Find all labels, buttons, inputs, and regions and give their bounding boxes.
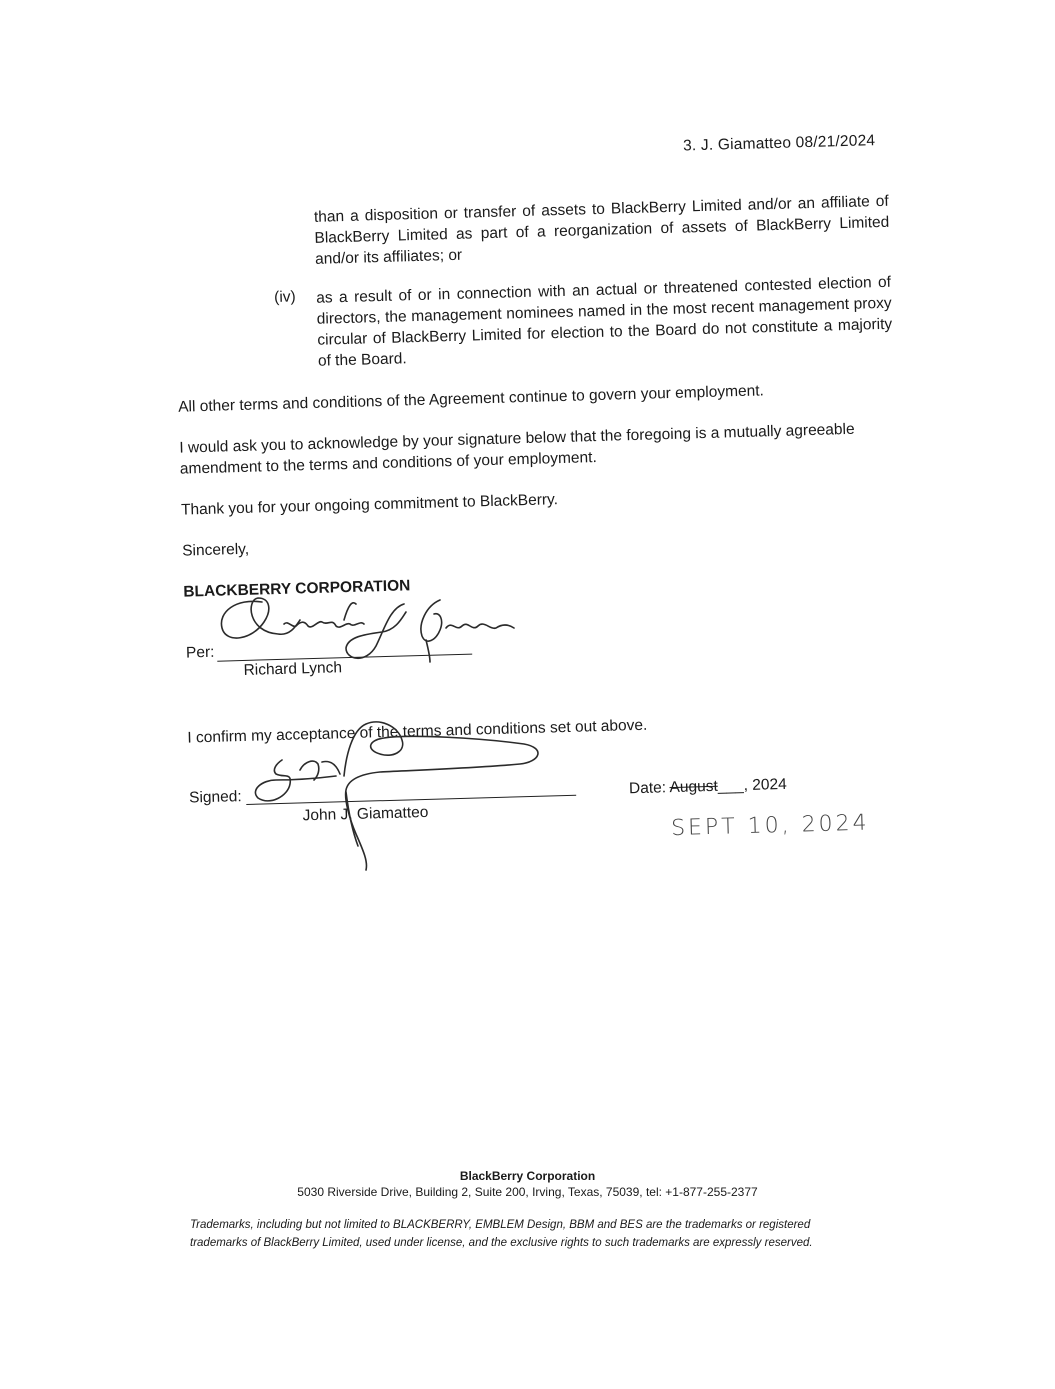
date-label: Date: [628,779,667,798]
page-reference-header: 3. J. Giamatteo 08/21/2024 [682,132,876,155]
company-name: BLACKBERRY CORPORATION [183,577,411,601]
date-year: , 2024 [743,775,787,795]
date-blank: ___ [717,777,744,795]
per-label: Per: [185,643,215,662]
acceptance-statement: I confirm my acceptance of the terms and conditions set out above. [187,716,648,747]
footer-company: BlackBerry Corporation [459,1169,596,1183]
footer-trademark-notice: Trademarks, including but not limited to BLACKBERRY, EMBLEM Design, BBM and BES are the trademarks or registered trademarks of BlackBerry Limited, used under license, and the exclusive rights to such trademarks are expressly reserved. [190,1219,813,1249]
paragraph-acknowledge: I would ask you to acknowledge by your signature below that the foregoing is a mutually agreeable amendment to the terms and conditions of your employment. [179,420,855,478]
signed-label: Signed: [188,788,242,807]
date-month-struck: August [669,777,719,797]
closing: Sincerely, [181,540,250,560]
continuation-paragraph: than a disposition or transfer of assets to BlackBerry Limited and/or an affiliate of BlackBerry Limited as part of a reorganization of assets of BlackBerry Limited and/or its affiliates; or [313,192,890,268]
item-iv-marker: (iv) [273,288,296,306]
footer-address: 5030 Riverside Drive, Building 2, Suite 200, Irving, Texas, 75039, tel: +1-877-255-2377 [297,1185,758,1199]
per-signatory-name: Richard Lynch [243,659,343,679]
item-iv-text: as a result of or in connection with an actual or threatened contested election of directors, the management nominees named in the most recent management proxy circular of BlackBerry Limited for election to the Board do not constitute a majority of the Board. [315,273,893,370]
handwritten-date: SEPT 10, 2024 [670,810,870,842]
paragraph-thanks: Thank you for your ongoing commitment to BlackBerry. [180,491,559,519]
signed-signatory-name: John J. Giamatteo [302,803,429,825]
paragraph-terms: All other terms and conditions of the Agreement continue to govern your employment. [177,382,765,416]
